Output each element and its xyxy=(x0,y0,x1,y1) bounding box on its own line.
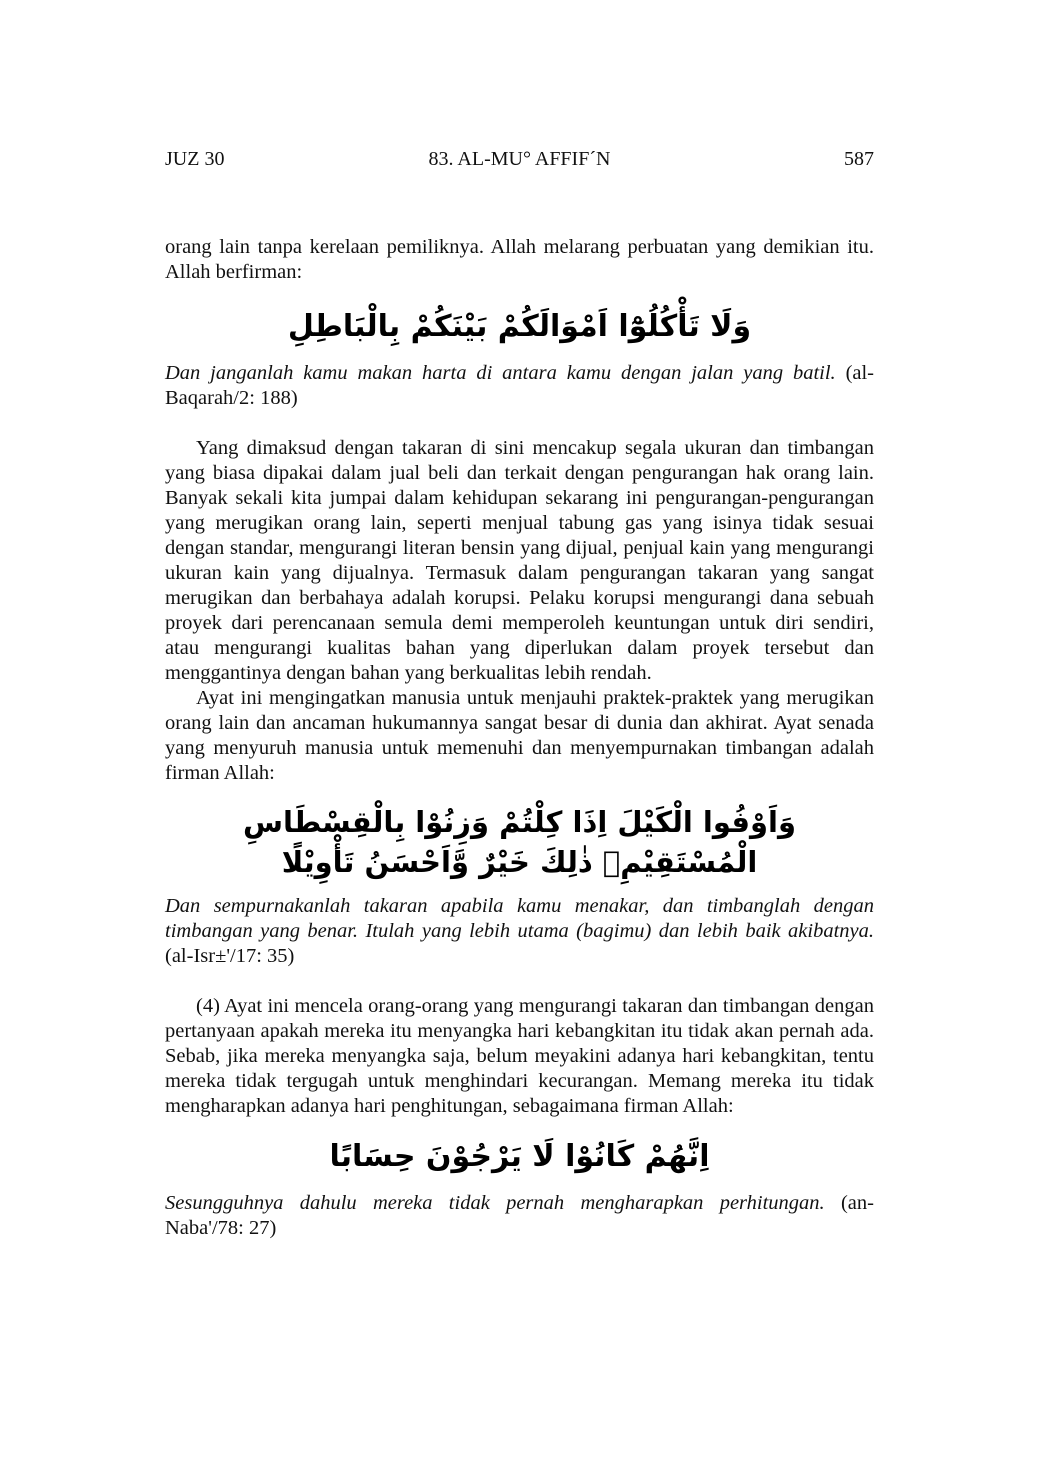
verse-2-translation: Dan sempurnakanlah takaran apabila kamu menakar, dan timbanglah dengan timbangan yang benar. Itulah yang lebih utama (bagimu) dan lebih baik akibatnya. xyxy=(165,895,874,942)
juz-label: JUZ 30 xyxy=(165,148,225,170)
arabic-verse-1: وَلَا تَأْكُلُوْٓا اَمْوَالَكُمْ بَيْنَكُمْ بِالْبَاطِلِ xyxy=(287,309,752,344)
paragraph-2: Yang dimaksud dengan takaran di sini mencakup segala ukuran dan timbangan yang biasa dipakai dalam jual beli dan terkait dengan pengurangan hak orang lain. Banyak sekali kita jumpai dalam kehidupan sekarang ini pengurangan-pengurangan yang merugikan orang lain, seperti menjual tabung gas yang isinya tidak sesuai dengan standar, mengurangi literan bensin yang dijual, penjual kain yang mengurangi ukuran kain yang dijualnya. Termasuk dalam pengurangan takaran yang sangat merugikan dan berbahaya adalah korupsi. Pelaku korupsi mengurangi dana sebuah proyek dari perencanaan semula demi memperoleh keuntungan untuk diri sendiri, atau mengurangi kualitas bahan yang diperlukan dalam proyek tersebut dan menggantinya dengan bahan yang berkualitas lebih rendah. xyxy=(165,437,874,684)
arabic-verse-3: اِنَّهُمْ كَانُوْا لَا يَرْجُوْنَ حِسَابًا xyxy=(329,1139,710,1174)
surah-title: 83. AL-MU° AFFIF´N xyxy=(428,148,611,170)
paragraph-4: (4) Ayat ini mencela orang-orang yang mengurangi takaran dan timbangan dengan pertanyaan apakah mereka itu menyangka hari kebangkitan itu tidak akan pernah ada. Sebab, jika mereka menyangka saja, belum meyakini adanya hari kebangkitan, tentu mereka tidak tergugah untuk menghindari kecurangan. Memang mereka itu tidak mengharapkan adanya hari penghitungan, sebagaimana firman Allah: xyxy=(165,995,874,1117)
verse-1-translation-block xyxy=(165,361,874,411)
verse-1-reference: (al-Baqarah/2: 188) xyxy=(165,362,875,409)
verse-3-translation: Sesungguhnya dahulu mereka tidak pernah mengharapkan perhitungan. xyxy=(165,1192,825,1214)
verse-1-translation: Dan janganlah kamu makan harta di antara kamu dengan jalan yang batil. xyxy=(165,362,836,384)
paragraph-1: orang lain tanpa kerelaan pemiliknya. Allah melarang perbuatan yang demikian itu. Allah berfirman: xyxy=(165,236,874,283)
verse-3-reference: (an-Naba'/78: 27) xyxy=(165,1192,874,1239)
verse-3-translation-block xyxy=(165,1191,874,1241)
paragraph-3: Ayat ini mengingatkan manusia untuk menjauhi praktek-praktek yang merugikan orang lain dan ancaman hukumannya sangat besar di dunia dan akhirat. Ayat senada yang menyuruh manusia untuk memenuhi dan menyempurnakan timbangan adalah firman Allah: xyxy=(165,687,874,784)
page-number: 587 xyxy=(844,148,874,170)
page-header xyxy=(165,146,874,172)
verse-2-reference: (al-Isr±'/17: 35) xyxy=(165,945,295,967)
verse-2-translation-block xyxy=(165,894,874,969)
arabic-verse-2: وَاَوْفُوا الْكَيْلَ اِذَا كِلْتُمْ وَزِنُوْا بِالْقِسْطَاسِ الْمُسْتَقِيْمِۗ ذٰلِكَ خَيْرٌ وَّاَحْسَنُ تَأْوِيْلًا xyxy=(243,805,796,879)
page-body xyxy=(165,235,874,1241)
